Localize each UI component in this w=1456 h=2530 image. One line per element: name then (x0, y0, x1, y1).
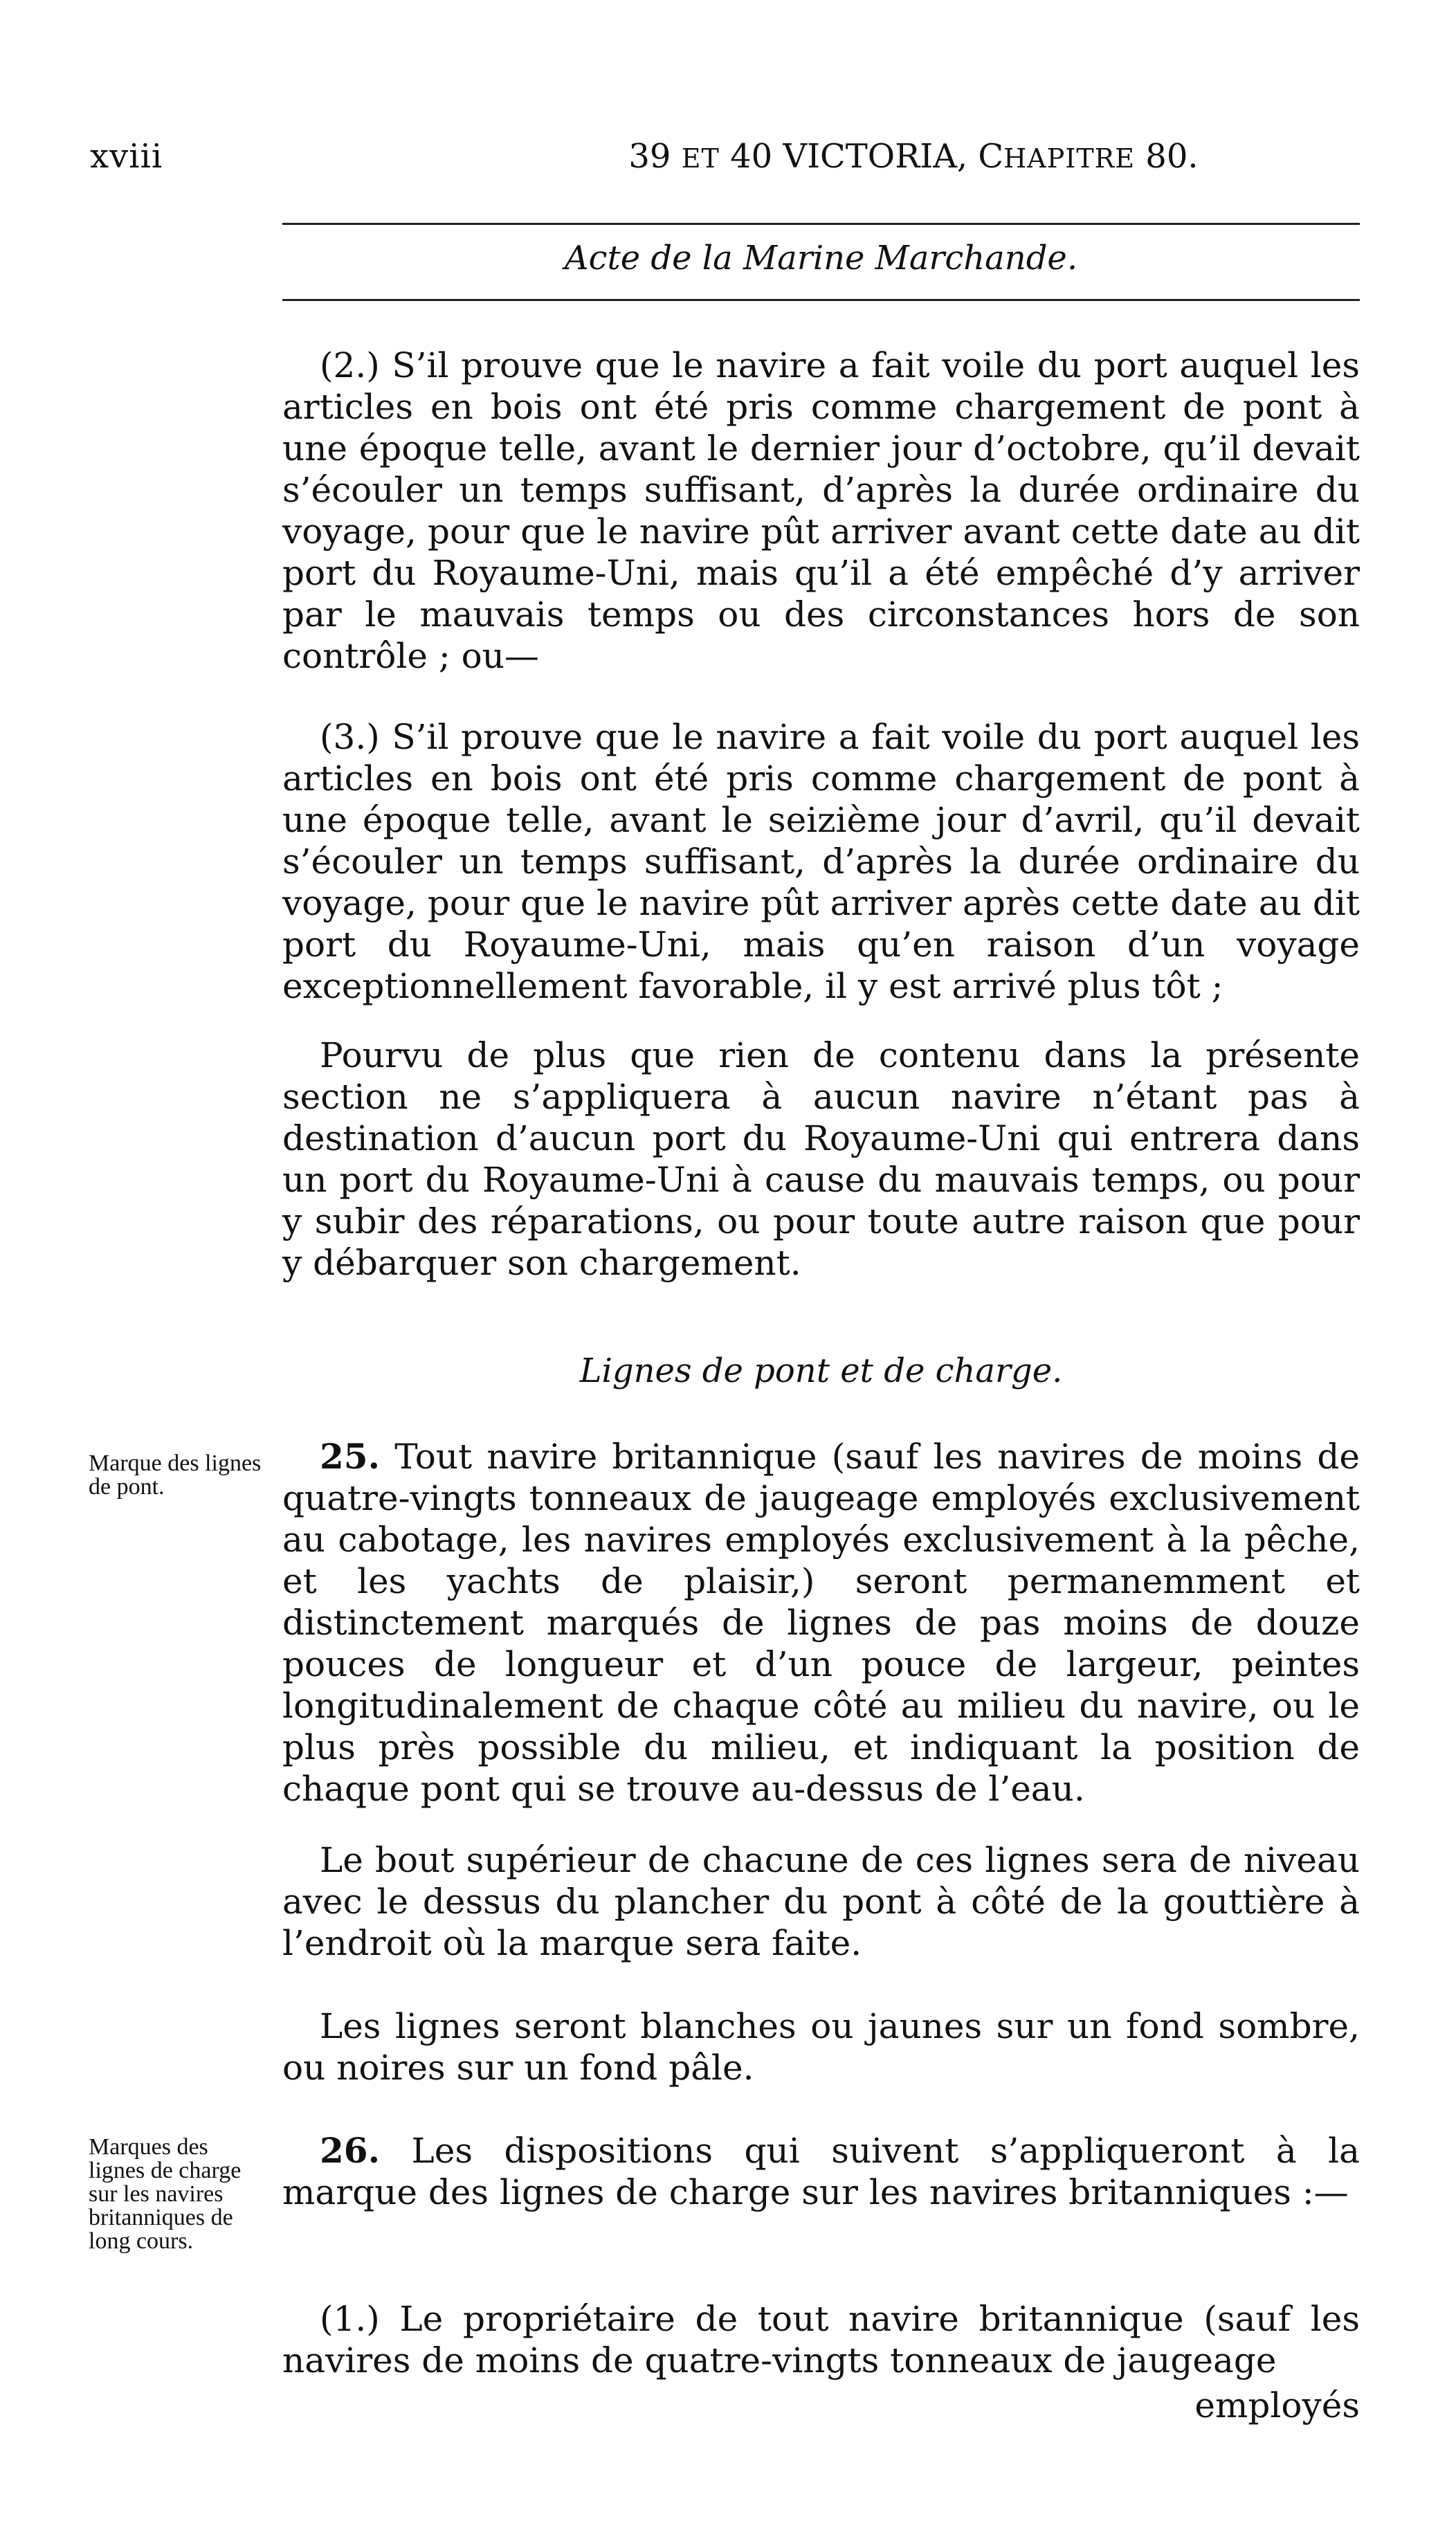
section-text: Les dispositions qui suivent s’appliqueront à la marque des lignes de charge sur les navires britanniques :— (282, 2131, 1360, 2212)
paragraph-text: Les lignes seront blanches ou jaunes sur un fond sombre, ou noires sur un fond pâle. (282, 2006, 1360, 2088)
catchword: employés (1194, 2385, 1360, 2426)
title-part-b: 40 VICTORIA, C (719, 137, 1004, 176)
paragraph-text: Pourvu de plus que rien de contenu dans la présente section ne s’appliquera à aucun navire n’étant pas à destination d’aucun port du Royaume-Uni qui entrera dans un port du Royaume-Uni à cause du mauvais temps, ou pour y subir des réparations, ou pour toute autre raison que pour y débarquer son chargement. (282, 1035, 1360, 1283)
section-heading: Lignes de pont et de charge. (579, 1352, 1063, 1390)
paragraph-subsection-3 (282, 716, 1360, 1007)
header-rule-top (282, 223, 1360, 225)
paragraph-text: (1.) Le propriétaire de tout navire britannique (sauf les navires de moins de quatre-vingts tonneaux de jaugeage (282, 2299, 1360, 2381)
margin-note-deck-lines: Marque des lignes de pont. (89, 1450, 262, 1500)
page-number: xviii (90, 137, 163, 176)
header-rule-bottom (282, 299, 1360, 301)
paragraph-text: Le bout supérieur de chacune de ces lignes sera de niveau avec le dessus du plancher du pont à côté de la gouttière à l’endroit où la marque sera faite. (282, 1840, 1360, 1963)
title-part-c: 80. (1135, 137, 1199, 176)
act-title: Acte de la Marine Marchande. (564, 239, 1078, 277)
section-text: Tout navire britannique (sauf les navires de moins de quatre-vingts tonneaux de jaugeage employés exclusivement au cabotage, les navires employés exclusivement à la pêche, et les yachts de plaisir,) seront permanemment et distinctement marqués de lignes de pas moins de douze pouces de longueur et d’un pouce de largeur, peintes longitudinalement de chaque côté au milieu du navire, ou le plus près possible du milieu, et indiquant la position de chaque pont qui se trouve au-dessus de l’eau. (282, 1437, 1360, 1809)
section-25 (282, 1436, 1360, 1810)
paragraph-subsection-1 (282, 2298, 1360, 2381)
paragraph-proviso (282, 1035, 1360, 1284)
paragraph-line-colors (282, 2005, 1360, 2088)
paragraph-text: (2.) S’il prouve que le navire a fait voile du port auquel les articles en bois ont été pris comme chargement de pont à une époque telle, avant le dernier jour d’octobre, qu’il devait s’écouler un temps suffisant, d’après la durée ordinaire du voyage, pour que le navire pût arriver avant cette date au dit port du Royaume-Uni, mais qu’il a été empêché d’y arriver par le mauvais temps ou des circonstances hors de son contrôle ; ou— (282, 345, 1360, 676)
section-number: 25. (320, 1436, 380, 1477)
running-head (90, 137, 1366, 185)
title-part-a: 39 (628, 137, 682, 176)
title-chapitre: HAPITRE (1003, 143, 1136, 174)
paragraph-text: (3.) S’il prouve que le navire a fait voile du port auquel les articles en bois ont été pris comme chargement de pont à une époque telle, avant le seizième jour d’avril, qu’il devait s’écouler un temps suffisant, d’après la durée ordinaire du voyage, pour que le navire pût arriver après cette date au dit port du Royaume-Uni, mais qu’en raison d’un voyage exceptionnellement favorable, il y est arrivé plus tôt ; (282, 717, 1360, 1006)
section-number: 26. (320, 2130, 380, 2171)
running-title (377, 137, 1450, 176)
paragraph-subsection-2 (282, 345, 1360, 677)
margin-note-load-lines: Marques des lignes de charge sur les navires britanniques de long cours. (89, 2134, 242, 2254)
title-et: ET (681, 143, 720, 174)
section-26 (282, 2130, 1360, 2213)
paragraph-upper-end (282, 1839, 1360, 1964)
